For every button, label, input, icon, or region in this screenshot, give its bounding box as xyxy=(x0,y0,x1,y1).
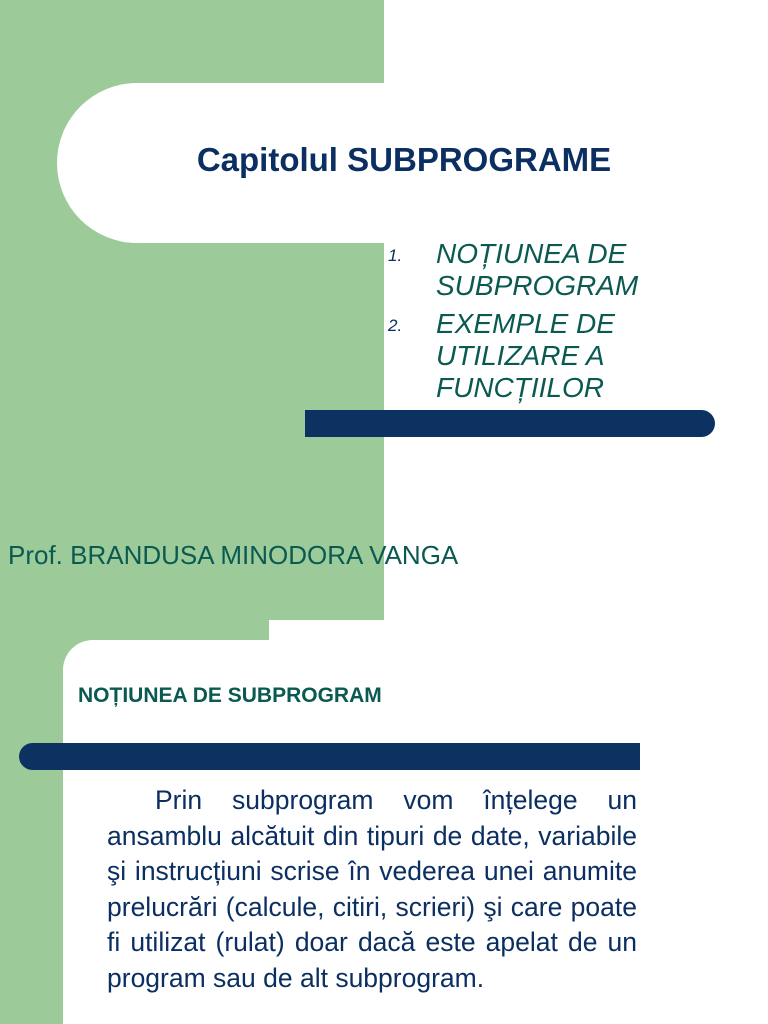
list-text: NOȚIUNEA DE SUBPROGRAM xyxy=(436,238,639,301)
author-name: Prof. BRANDUSA MINODORA VANGA xyxy=(8,540,459,570)
slide-heading: NOȚIUNEA DE SUBPROGRAM xyxy=(78,684,382,707)
list-item xyxy=(388,238,736,302)
divider-bar xyxy=(305,410,715,437)
slide-definition xyxy=(0,620,768,1024)
list-number: 1. xyxy=(388,246,403,265)
list-text: EXEMPLE DE UTILIZARE A FUNCȚIILOR xyxy=(436,308,615,403)
list-number: 2. xyxy=(388,316,403,335)
divider-bar xyxy=(19,743,640,770)
list-item xyxy=(388,308,736,404)
definition-paragraph: Prin subprogram vom înțelege un ansamblu alcătuit din tipuri de date, variabile şi instrucțiuni scrise în vederea unei anumite prelucrări (calcule, citiri, scrieri) şi care poate fi utilizat (rulat) doar dacă este apelat de un program sau de alt subprogram. xyxy=(107,785,637,993)
chapter-list xyxy=(388,238,736,410)
slide-title-text: Capitolul SUBPROGRAME xyxy=(196,141,612,178)
